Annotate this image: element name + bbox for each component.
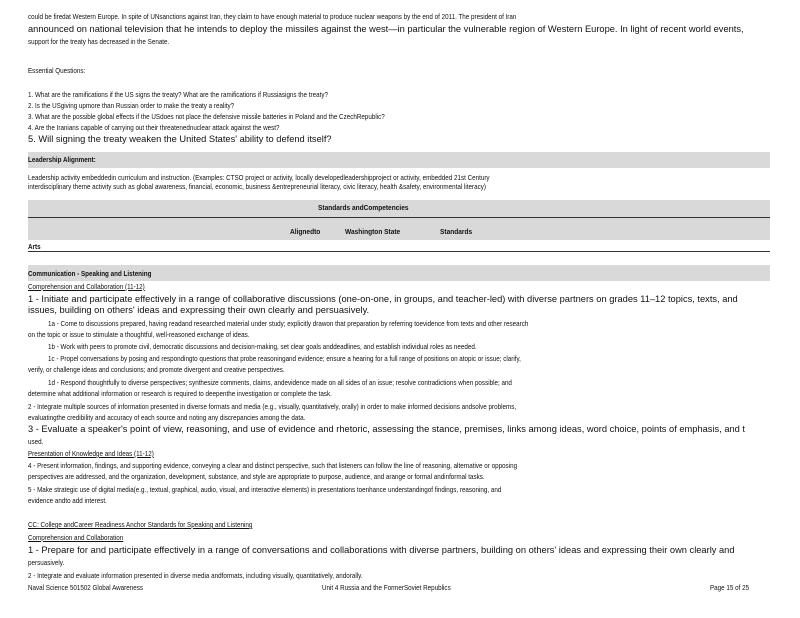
standard-1d-line-2: determine what additional information or research is required to deepenthe investigation or complete the task. bbox=[28, 389, 332, 398]
question-4: 4. Are the Iranians capable of carrying out their threatenednuclear attack against the west? bbox=[28, 123, 280, 132]
essential-questions-label: Essential Questions: bbox=[28, 66, 86, 75]
standard-5-line-2: evidence andto add interest. bbox=[28, 496, 107, 505]
question-3: 3. What are the possible global effects if the USdoes not place the defensive missile batteries in Poland and the CzechRepublic? bbox=[28, 112, 385, 121]
standards-heading: Standards andCompetencies bbox=[318, 203, 409, 212]
standard-1c-line-2: verify, or challenge ideas and conclusions; and promote divergent and creative perspectives. bbox=[28, 365, 285, 374]
aligned-standards-label: Standards bbox=[440, 227, 473, 236]
arts-divider bbox=[28, 251, 770, 252]
footer-page-number: Page 15 of 25 bbox=[710, 583, 750, 592]
standard-4-line-1: 4 - Present information, findings, and supporting evidence, conveying a clear and distinct perspective, such that listeners can follow the line of reasoning, alternative or opposing bbox=[28, 461, 518, 470]
aligned-to-label: Alignedto bbox=[290, 227, 321, 236]
standards-divider bbox=[28, 217, 770, 218]
cc-standard-1-line-2: persuasively. bbox=[28, 558, 65, 567]
question-1: 1. What are the ramifications if the US signs the treaty? What are the ramifications if Russiasigns the treaty? bbox=[28, 90, 328, 99]
standard-1-line-1: 1 - Initiate and participate effectively in a range of collaborative discussions (one-on-one, in groups, and teacher-led) with diverse partners on grades 11–12 topics, texts, and bbox=[28, 294, 738, 304]
leadership-line-1: Leadership activity embeddedin curriculum and instruction. (Examples: CTSO project or activity, locally developedleadershipproject or activity, embedded 21st Century bbox=[28, 173, 490, 182]
standard-1d-line-1: 1d - Respond thoughtfully to diverse perspectives; synthesize comments, claims, andevidence made on all sides of an issue; resolve contradictions when possible; and bbox=[48, 378, 512, 387]
intro-line-2: announced on national television that he intends to deploy the missiles against the west—in particular the vulnerable region of Western Europe. In light of recent world events, bbox=[28, 24, 744, 34]
cc-comprehension-heading: Comprehension and Collaboration bbox=[28, 533, 124, 542]
question-5: 5. Will signing the treaty weaken the United States' ability to defend itself? bbox=[28, 134, 332, 144]
standard-1-line-2: issues, building on others' ideas and expressing their own clearly and persuasively. bbox=[28, 305, 370, 315]
footer-course: Naval Science 501502 Global Awareness bbox=[28, 583, 144, 592]
standard-1b-line-1: 1b - Work with peers to promote civil, democratic discussions and decision-making, set clear goals anddeadlines, and establish individual roles as needed. bbox=[48, 342, 477, 351]
arts-label: Arts bbox=[28, 242, 41, 251]
standard-1a-line-2: on the topic or issue to stimulate a thoughtful, well-reasoned exchange of ideas. bbox=[28, 330, 250, 339]
standard-3-line-2: used. bbox=[28, 437, 44, 446]
aligned-state-label: Washington State bbox=[345, 227, 401, 236]
standard-3-line-1: 3 - Evaluate a speaker's point of view, reasoning, and use of evidence and rhetoric, assessing the stance, premises, links among ideas, word choice, points of emphasis, and t bbox=[28, 424, 746, 434]
cc-anchor-heading: CC: College andCareer Readiness Anchor Standards for Speaking and Listening bbox=[28, 520, 253, 529]
comprehension-collaboration-heading: Comprehension and Collaboration (11-12) bbox=[28, 282, 145, 291]
standard-1c-line-1: 1c - Propel conversations by posing and respondingto questions that probe reasoningand evidence; ensure a hearing for a full range of positions on atopic or issue; clarify, bbox=[48, 354, 521, 363]
leadership-header-bar bbox=[28, 152, 770, 168]
leadership-label: Leadership Alignment: bbox=[28, 155, 96, 164]
standard-5-line-1: 5 - Make strategic use of digital media(e.g., textual, graphical, audio, visual, and interactive elements) in presentations toenhance understandingof findings, reasoning, and bbox=[28, 485, 502, 494]
cc-standard-2: 2 - Integrate and evaluate information presented in diverse media andformats, including visually, quantitatively, andorally. bbox=[28, 571, 363, 580]
intro-line-3: support for the treaty has decreased in the Senate. bbox=[28, 37, 170, 46]
presentation-heading: Presentation of Knowledge and Ideas (11-12) bbox=[28, 449, 154, 458]
intro-line-1: could be firedat Western Europe. In spite of UNsanctions against Iran, they claim to have enough material to produce nuclear weapons by the end of 2011. The president of Iran bbox=[28, 12, 517, 21]
standard-4-line-2: perspectives are addressed, and the organization, development, substance, and style are appropriate to purpose, audience, and arange or formal andinformal tasks. bbox=[28, 472, 485, 481]
communication-heading: Communication - Speaking and Listening bbox=[28, 269, 152, 278]
footer-unit: Unit 4 Russia and the FormerSoviet Republics bbox=[322, 583, 451, 592]
standard-2-line-2: evaluatingthe credibility and accuracy of each source and noting any discrepancies among the data. bbox=[28, 413, 306, 422]
cc-standard-1-line-1: 1 - Prepare for and participate effectively in a range of conversations and collaborations with diverse partners, building on others' ideas and expressing their own clearly and bbox=[28, 545, 735, 555]
standard-2-line-1: 2 - Integrate multiple sources of information presented in diverse formats and media (e.g., visually, quantitatively, orally) in order to make informed decisions andsolve problems, bbox=[28, 402, 517, 411]
question-2: 2. Is the USgiving upmore than Russian order to make the treaty a reality? bbox=[28, 101, 235, 110]
standard-1a-line-1: 1a - Come to discussions prepared, having readand researched material under study; explicitly drawon that preparation by referring toevidence from texts and other research bbox=[48, 319, 529, 328]
leadership-line-2: interdisciplinary theme activity such as global awareness, financial, economic, business &entrepreneurial literacy, civic literacy, health &safety, environmental literacy) bbox=[28, 182, 486, 191]
